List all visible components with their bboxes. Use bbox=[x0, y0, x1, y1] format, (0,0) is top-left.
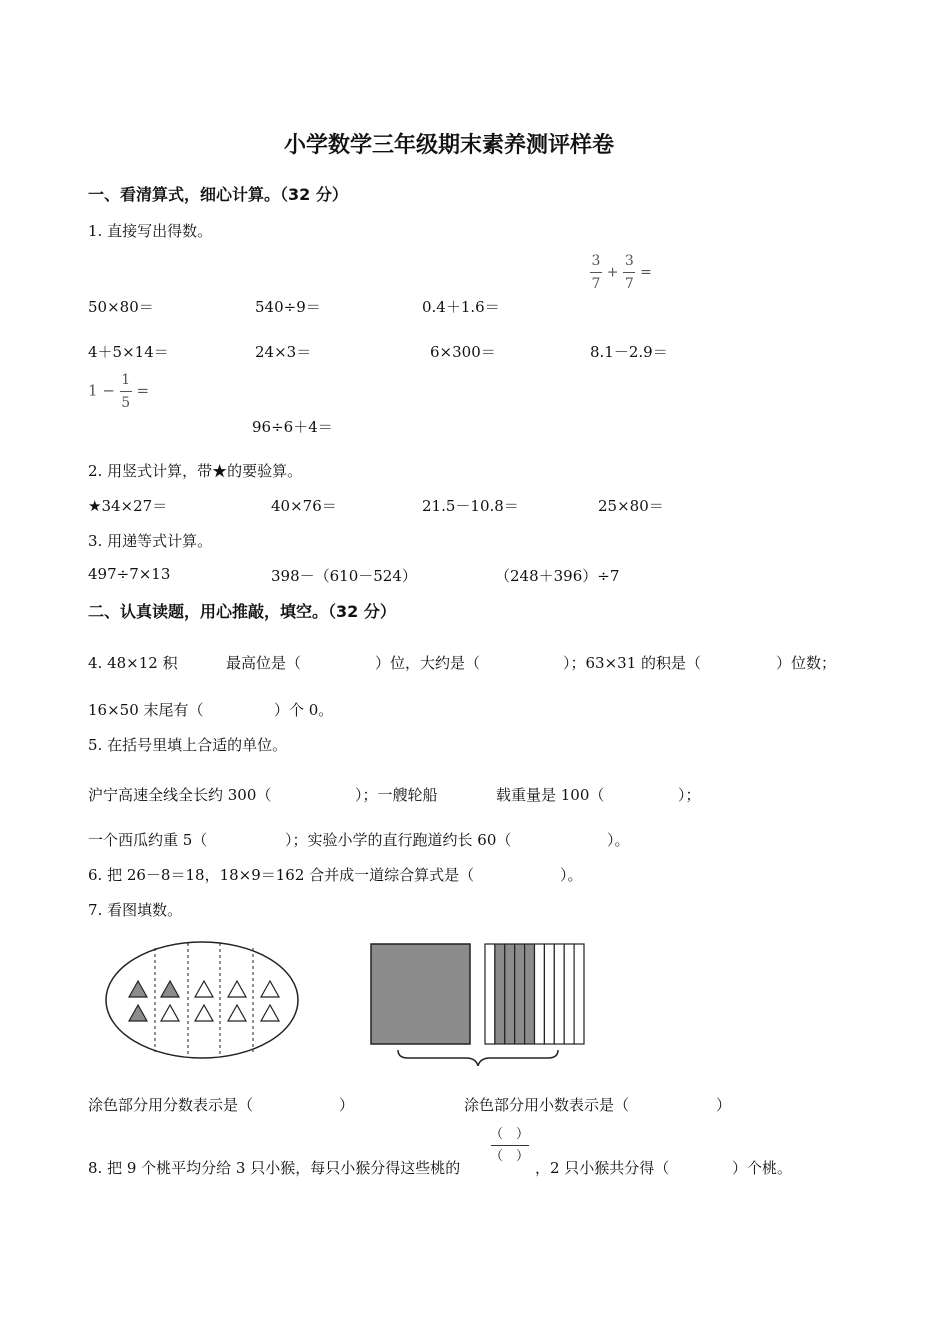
page-title: 小学数学三年级期末素养测评样卷 bbox=[284, 133, 615, 158]
q5-label: 5. 在括号里填上合适的单位。 bbox=[88, 736, 288, 754]
empty-triangle bbox=[228, 1005, 246, 1021]
calc-item: 24×3＝ bbox=[255, 343, 312, 361]
q4-text: ）；63×31 的积是（ bbox=[563, 654, 702, 672]
empty-triangle bbox=[261, 981, 279, 997]
empty-strip bbox=[544, 944, 554, 1044]
calc-item: 25×80＝ bbox=[598, 497, 664, 515]
shaded-strip bbox=[515, 944, 525, 1044]
fraction-subtraction: 1 − $\frac{1}{5}$ = bbox=[88, 372, 150, 411]
shaded-triangle bbox=[129, 981, 147, 997]
brace bbox=[398, 1050, 558, 1066]
q7-caption: ） bbox=[339, 1096, 355, 1114]
empty-strip bbox=[554, 944, 564, 1044]
empty-strip bbox=[535, 944, 545, 1044]
q8-blank-fraction: （ ） （ ） bbox=[490, 1127, 530, 1164]
triangle-ellipse-figure bbox=[100, 938, 310, 1062]
calc-item: 8.1－2.9＝ bbox=[590, 343, 668, 361]
q7-caption: 涂色部分用小数表示是（ bbox=[464, 1096, 630, 1114]
fraction-3-7-a: $\frac{3}{7}$ bbox=[591, 253, 601, 292]
q5-text: ）；实验小学的直行跑道约长 60（ bbox=[285, 831, 512, 849]
q8-text: 8. 把 9 个桃平均分给 3 只小猴，每只小猴分得这些桃的 bbox=[88, 1159, 461, 1177]
calc-item: ★34×27＝ bbox=[88, 497, 168, 515]
ellipse-outline bbox=[106, 942, 298, 1058]
q5-text: 一个西瓜约重 5（ bbox=[88, 831, 208, 849]
shaded-whole-square bbox=[371, 944, 470, 1044]
empty-triangle bbox=[161, 1005, 179, 1021]
shaded-strip bbox=[495, 944, 505, 1044]
empty-strip bbox=[574, 944, 584, 1044]
q4-text: 最高位是（ bbox=[226, 654, 302, 672]
calc-item: 21.5－10.8＝ bbox=[422, 497, 519, 515]
shaded-triangle bbox=[129, 1005, 147, 1021]
q5-text: 载重量是 100（ bbox=[496, 786, 605, 804]
calc-item: 398－（610－524） bbox=[271, 567, 417, 585]
q6-text: ）。 bbox=[560, 866, 583, 884]
section1-heading: 一、看清算式，细心计算。（32 分） bbox=[88, 185, 348, 204]
fraction-1-5: $\frac{1}{5}$ bbox=[121, 372, 131, 411]
decimal-square-figure bbox=[368, 940, 588, 1066]
shaded-strip bbox=[525, 944, 535, 1044]
empty-triangle bbox=[195, 1005, 213, 1021]
empty-triangle bbox=[228, 981, 246, 997]
calc-item: 4＋5×14＝ bbox=[88, 343, 169, 361]
calc-item: 0.4＋1.6＝ bbox=[422, 298, 500, 316]
fraction-addition: $\frac{3}{7}$ + $\frac{3}{7}$ = bbox=[591, 253, 652, 292]
q7-caption: 涂色部分用分数表示是（ bbox=[88, 1096, 254, 1114]
q6-text: 6. 把 26－8＝18，18×9＝162 合并成一道综合算式是（ bbox=[88, 866, 475, 884]
q5-text: ）。 bbox=[607, 831, 630, 849]
q8-text: ）个桃。 bbox=[732, 1159, 793, 1177]
q3-label: 3. 用递等式计算。 bbox=[88, 532, 213, 550]
q4-text: 16×50 末尾有（ bbox=[88, 701, 204, 719]
q5-text: ）；一艘轮船 bbox=[355, 786, 438, 804]
shaded-strip bbox=[505, 944, 515, 1044]
empty-strip bbox=[485, 944, 495, 1044]
q7-label: 7. 看图填数。 bbox=[88, 901, 183, 919]
calc-item: 6×300＝ bbox=[430, 343, 496, 361]
q5-text: ）； bbox=[678, 786, 701, 804]
q4-text: ）位，大约是（ bbox=[375, 654, 481, 672]
q5-text: 沪宁高速全线全长约 300（ bbox=[88, 786, 272, 804]
empty-triangle bbox=[195, 981, 213, 997]
shaded-triangle bbox=[161, 981, 179, 997]
empty-triangle bbox=[261, 1005, 279, 1021]
calc-item: 540÷9＝ bbox=[255, 298, 321, 316]
q8-text: ，2 只小猴共分得（ bbox=[535, 1159, 670, 1177]
q2-label: 2. 用竖式计算，带★的要验算。 bbox=[88, 462, 303, 480]
calc-item: （248＋396）÷7 bbox=[495, 567, 620, 585]
q7-caption: ） bbox=[716, 1096, 732, 1114]
q4-text: ）个 0。 bbox=[274, 701, 334, 719]
calc-item: 96÷6＋4＝ bbox=[252, 418, 333, 436]
calc-item: 40×76＝ bbox=[271, 497, 337, 515]
fraction-3-7-b: $\frac{3}{7}$ bbox=[624, 253, 634, 292]
q4-text: 4. 48×12 积 bbox=[88, 654, 178, 672]
empty-strip bbox=[564, 944, 574, 1044]
q4-text: ）位数； bbox=[776, 654, 837, 672]
calc-item: 497÷7×13 bbox=[88, 565, 171, 583]
q1-label: 1. 直接写出得数。 bbox=[88, 222, 213, 240]
calc-item: 50×80＝ bbox=[88, 298, 154, 316]
section2-heading: 二、认真读题，用心推敲，填空。（32 分） bbox=[88, 602, 396, 621]
